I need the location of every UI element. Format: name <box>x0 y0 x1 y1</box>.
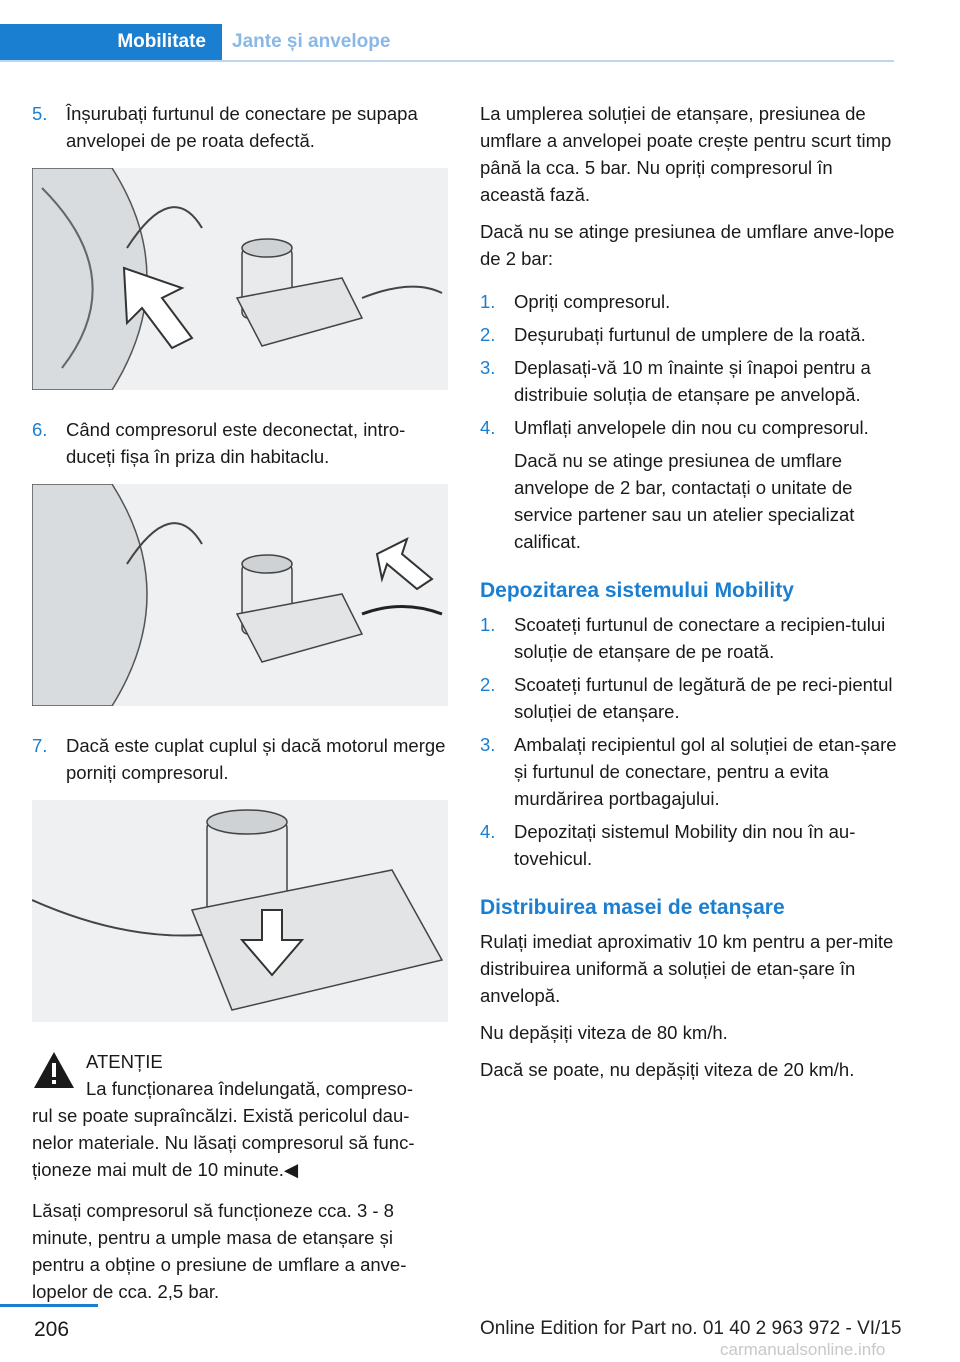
step-number: 5. <box>32 103 48 124</box>
warning-triangle-icon <box>32 1050 76 1090</box>
step-text: Umflați anvelopele din nou cu compresorul. <box>514 417 869 438</box>
paragraph-speed-limit: Nu depășiți viteza de 80 km/h. <box>480 1022 728 1043</box>
footer-accent-line <box>0 1304 98 1307</box>
list-item <box>480 731 900 812</box>
warning-title: ATENȚIE <box>86 1051 163 1072</box>
warning-text-first: La funcționarea îndelungată, compreso‐ <box>86 1078 414 1099</box>
list-item <box>480 288 900 315</box>
paragraph-condition: Dacă nu se atinge presiunea de umflare anve‐lope de 2 bar: <box>480 221 895 269</box>
figure-plug-socket <box>32 484 448 706</box>
step-text: Scoateți furtunul de legătură de pe reci‐pientul soluției de etanșare. <box>514 674 893 722</box>
step-number: 3. <box>480 734 496 755</box>
step-5 <box>32 100 448 154</box>
step-number: 1. <box>480 614 496 635</box>
list-item <box>480 611 900 665</box>
heading-distribution: Distribuirea masei de etanșare <box>480 896 785 919</box>
step-text: Depozitați sistemul Mobility din nou în au‐tovehicul. <box>514 821 856 869</box>
step-number: 7. <box>32 735 48 756</box>
list-item <box>480 414 900 441</box>
figure-hose-on-valve <box>32 168 448 390</box>
step-number: 2. <box>480 324 496 345</box>
step-number: 4. <box>480 417 496 438</box>
step-6 <box>32 416 448 470</box>
warning-text-rest: rul se poate supraîncălzi. Există pericolul dau‐nelor materiale. Nu lăsați compresorul să func‐ționeze mai mult de 10 minute.◀ <box>32 1105 415 1180</box>
section-tab[interactable]: Mobilitate <box>0 24 222 60</box>
step-7 <box>32 732 448 786</box>
list-item <box>480 671 900 725</box>
paragraph-drive: Rulați imediat aproximativ 10 km pentru a per‐mite distribuirea uniformă a soluției de etan‐șare în anvelopă. <box>480 931 894 1006</box>
list-item <box>480 818 900 872</box>
step-text: Dacă este cuplat cuplul și dacă motorul merge porniți compresorul. <box>66 735 446 783</box>
paragraph-run-time: Lăsați compresorul să funcționeze cca. 3 - 8 minute, pentru a umple masa de etanșare și pentru a obține o presiune de umflare a anve‐lopelor de cca. 2,5 bar. <box>32 1200 407 1302</box>
watermark: carmanualsonline.info <box>720 1340 886 1359</box>
illustration-compressor-plug-arrow <box>32 484 448 706</box>
list-item <box>480 354 900 408</box>
illustration-wheel-compressor-arrow <box>32 168 448 390</box>
step-text: Deșurubați furtunul de umplere de la roată. <box>514 324 866 345</box>
step-number: 2. <box>480 674 496 695</box>
left-column <box>32 100 448 1315</box>
step-text: Ambalați recipientul gol al soluției de etan‐șare și furtunul de conectare, pentru a evita murdărirea portbagajului. <box>514 734 897 809</box>
edition-text: Online Edition for Part no. 01 40 2 963 972 - VI/15 <box>480 1318 902 1339</box>
step-text: Scoateți furtunul de conectare a recipien‐tului soluție de etanșare de pe roată. <box>514 614 886 662</box>
list-item <box>480 321 900 348</box>
step-text: Opriți compresorul. <box>514 291 671 312</box>
step-text: Înșurubați furtunul de conectare pe supapa anvelopei de pe roata defectă. <box>66 103 418 151</box>
right-column <box>480 100 900 1093</box>
illustration-compressor-switch-arrow <box>32 800 448 1022</box>
paragraph-pressure: La umplerea soluției de etanșare, presiunea de umflare a anvelopei poate crește pentru scurt timp până la cca. 5 bar. Nu opriți compresorul în această fază. <box>480 103 892 205</box>
subsection-tab[interactable]: Jante și anvelope <box>232 31 391 52</box>
page-header <box>0 24 894 62</box>
step-text: Când compresorul este deconectat, intro‐duceți fișa în priza din habitaclu. <box>66 419 406 467</box>
step-number: 4. <box>480 821 496 842</box>
step-number: 3. <box>480 357 496 378</box>
figure-compressor-switch <box>32 800 448 1022</box>
heading-storage: Depozitarea sistemului Mobility <box>480 579 794 602</box>
warning-box <box>32 1048 448 1183</box>
note-contact-service: Dacă nu se atinge presiunea de umflare anvelope de 2 bar, contactați o unitate de service partener sau un atelier specializat calificat. <box>514 450 855 552</box>
step-number: 6. <box>32 419 48 440</box>
header-divider <box>0 60 894 62</box>
page-number: 206 <box>34 1318 70 1341</box>
paragraph-speed-limit-low: Dacă se poate, nu depășiți viteza de 20 km/h. <box>480 1059 855 1080</box>
step-number: 1. <box>480 291 496 312</box>
step-text: Deplasați-vă 10 m înainte și înapoi pentru a distribuie soluția de etanșare pe anvelopă. <box>514 357 871 405</box>
